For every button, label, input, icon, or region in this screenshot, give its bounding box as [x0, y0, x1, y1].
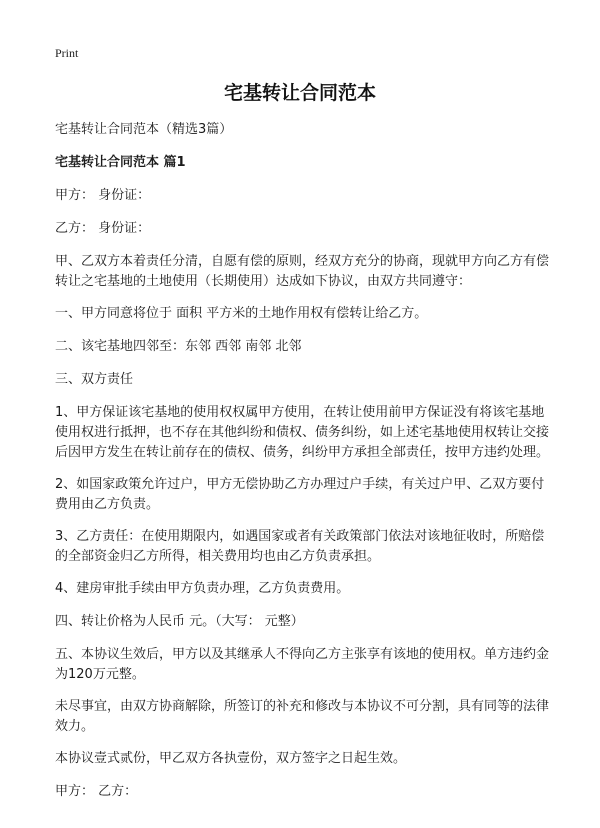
preamble-paragraph: 甲、乙双方本着责任分清，自愿有偿的原则，经双方充分的协商，现就甲方向乙方有偿转让之宅基地的土地使用（长期使用）达成如下协议，由双方共同遵守：	[55, 254, 550, 289]
copies-paragraph: 本协议壹式贰份，甲乙双方各执壹份，双方签字之日起生效。	[55, 751, 407, 766]
clause-1-land-transfer: 一、甲方同意将位于 面积 平方米的土地作用权有偿转让给乙方。	[55, 306, 428, 321]
clause-3-item-4: 4、建房审批手续由甲方负责办理，乙方负责费用。	[55, 581, 350, 596]
party-a-line: 甲方： 身份证：	[55, 188, 151, 203]
clause-3-item-3: 3、乙方责任：在使用期限内，如遇国家或者有关政策部门依法对该地征收时，所赔偿的全部资金归乙方所得，相关费用均也由乙方负责承担。	[55, 529, 545, 564]
clause-5-effect: 五、本协议生效后，甲方以及其继承人不得向乙方主张享有该地的使用权。单方违约金为120万元整。	[55, 647, 550, 682]
party-b-line: 乙方： 身份证：	[55, 221, 151, 236]
print-link[interactable]: Print	[55, 46, 79, 60]
document-body	[55, 120, 555, 814]
signature-line: 甲方： 乙方：	[55, 784, 138, 799]
document-subtitle: 宅基转让合同范本（精选3篇）	[55, 122, 233, 137]
clause-2-boundaries: 二、该宅基地四邻至：东邻 西邻 南邻 北邻	[55, 339, 302, 354]
supplementary-paragraph: 未尽事宜，由双方协商解除，所签订的补充和修改与本协议不可分割，具有同等的法律效力。	[55, 699, 550, 734]
clause-3-item-2: 2、如国家政策允许过户，甲方无偿协助乙方办理过户手续，有关过户甲、乙双方要付费用由乙方负责。	[55, 477, 545, 512]
page-title: 宅基转让合同范本	[223, 82, 376, 104]
clause-3-item-1: 1、甲方保证该宅基地的使用权权属甲方使用，在转让使用前甲方保证没有将该宅基地使用权进行抵押，也不存在其他纠纷和债权、债务纠纷，如上述宅基地使用权转让交接后因甲方发生在转让前存在的债权、债务，纠纷甲方承担全部责任，按甲方违约处理。	[55, 405, 550, 460]
clause-3-heading: 三、双方责任	[55, 372, 134, 387]
clause-4-price: 四、转让价格为人民币 元。（大写： 元整）	[55, 614, 304, 629]
section-heading: 宅基转让合同范本 篇1	[55, 155, 186, 170]
